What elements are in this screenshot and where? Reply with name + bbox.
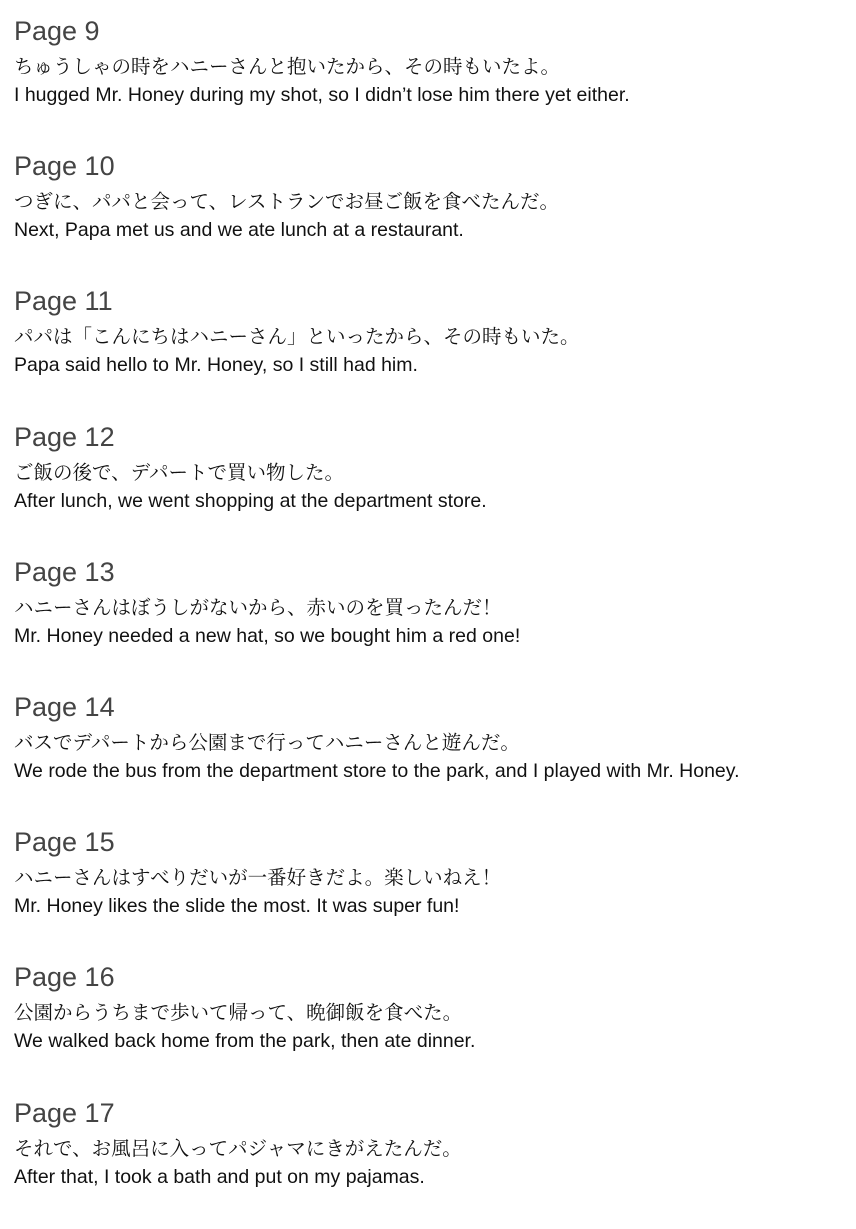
page-heading: Page 9 — [14, 16, 100, 46]
page-heading: Page 15 — [14, 827, 115, 858]
japanese-text: 公園からうちまで歩いて帰って、晩御飯を食べた。 — [14, 1001, 463, 1025]
page-section — [14, 418, 850, 553]
english-text: We rode the bus from the department store to the park, and I played with Mr. Honey. — [14, 759, 740, 782]
page-heading: Page 11 — [14, 286, 113, 317]
english-text: I hugged Mr. Honey during my shot, so I didn’t lose him there yet either. — [14, 84, 630, 106]
english-text: After that, I took a bath and put on my pajamas. — [14, 1165, 425, 1188]
japanese-text: パパは「こんにちはハニーさん」といったから、その時もいた。 — [14, 325, 580, 349]
japanese-text: バスでデパートから公園まで行ってハニーさんと遊んだ。 — [14, 730, 520, 754]
japanese-text: それで、お風呂に入ってパジャマにきがえたんだ。 — [14, 1136, 462, 1160]
english-text: After lunch, we went shopping at the department store. — [14, 489, 487, 512]
page-heading: Page 16 — [14, 962, 115, 993]
japanese-text: ハニーさんはすべりだいが一番好きだよ。楽しいねえ！ — [14, 866, 502, 890]
page-heading: Page 12 — [14, 421, 115, 452]
page-heading: Page 10 — [14, 151, 115, 182]
page-section — [14, 958, 850, 1093]
page-heading: Page 14 — [14, 691, 115, 722]
page-section — [14, 147, 850, 282]
japanese-text: ご飯の後で、デパートで買い物した。 — [14, 460, 344, 484]
story-document — [14, 12, 850, 1229]
japanese-text: ハニーさんはぼうしがないから、赤いのを買ったんだ！ — [14, 595, 502, 619]
page-section — [14, 688, 850, 823]
english-text: Mr. Honey needed a new hat, so we bought him a red one! — [14, 624, 521, 647]
page-section — [14, 12, 850, 147]
english-text: Mr. Honey likes the slide the most. It was super fun! — [14, 895, 460, 918]
page-heading: Page 17 — [14, 1097, 115, 1128]
japanese-text: ちゅうしゃの時をハニーさんと抱いたから、その時もいたよ。 — [14, 55, 561, 78]
page-section — [14, 1094, 850, 1229]
page-section — [14, 823, 850, 958]
english-text: Papa said hello to Mr. Honey, so I still had him. — [14, 354, 418, 377]
page-section — [14, 282, 850, 417]
english-text: Next, Papa met us and we ate lunch at a restaurant. — [14, 219, 464, 242]
page-heading: Page 13 — [14, 556, 115, 587]
english-text: We walked back home from the park, then ate dinner. — [14, 1030, 476, 1053]
japanese-text: つぎに、パパと会って、レストランでお昼ご飯を食べたんだ。 — [14, 190, 560, 214]
page-section — [14, 553, 850, 688]
